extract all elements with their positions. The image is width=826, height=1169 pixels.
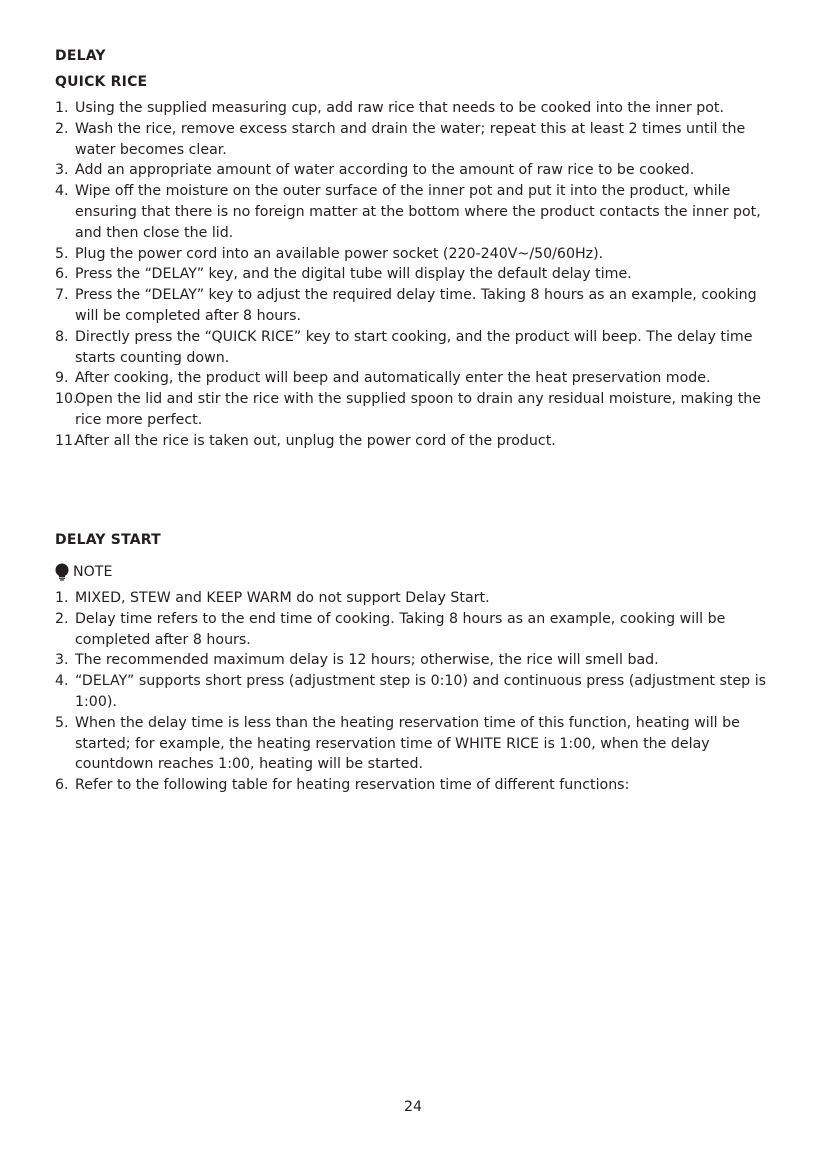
step-number: 3. xyxy=(55,162,69,179)
step-number: 6. xyxy=(55,266,69,283)
note-number: 1. xyxy=(55,590,69,606)
step-text: Plug the power cord into an available power socket (220-240V~/50/60Hz). xyxy=(75,245,604,262)
list-item xyxy=(55,327,780,369)
note-text: Delay time refers to the end time of cooking. Taking 8 hours as an example, cooking will be completed after 8 hours. xyxy=(75,610,726,648)
section-heading-delay: DELAY xyxy=(55,48,106,64)
note-number: 4. xyxy=(55,673,69,690)
delay-start-notes-list xyxy=(55,588,780,796)
list-item xyxy=(55,160,780,181)
quick-rice-steps-list xyxy=(55,98,780,452)
step-number: 11. xyxy=(55,432,78,449)
step-text: Press the “DELAY” key to adjust the required delay time. Taking 8 hours as an example, cooking will be completed after 8 hours. xyxy=(75,287,757,324)
step-number: 4. xyxy=(55,183,69,200)
step-text: Open the lid and stir the rice with the supplied spoon to drain any residual moisture, making the rice more perfect. xyxy=(75,391,761,428)
list-item xyxy=(55,609,780,651)
step-number: 8. xyxy=(55,328,69,345)
list-item xyxy=(55,244,780,265)
list-item xyxy=(55,181,780,243)
list-item xyxy=(55,431,780,452)
note-header xyxy=(54,563,112,581)
note-number: 3. xyxy=(55,652,69,669)
section-heading-delay-start: DELAY START xyxy=(55,532,161,548)
note-number: 5. xyxy=(55,714,69,731)
step-text: Wash the rice, remove excess starch and drain the water; repeat this at least 2 times until the water becomes clear. xyxy=(75,120,746,158)
page-number: 24 xyxy=(403,1099,423,1115)
step-text: After all the rice is taken out, unplug the power cord of the product. xyxy=(75,432,556,449)
note-text: When the delay time is less than the heating reservation time of this function, heating will be started; for example, the heating reservation time of WHITE RICE is 1:00, when the delay countdown reaches 1:00, heating will be started. xyxy=(75,714,740,773)
note-text: Refer to the following table for heating reservation time of different functions: xyxy=(75,777,630,794)
note-number: 6. xyxy=(55,777,69,794)
step-text: After cooking, the product will beep and automatically enter the heat preservation mode. xyxy=(75,370,711,387)
step-text: Add an appropriate amount of water according to the amount of raw rice to be cooked. xyxy=(75,162,695,179)
step-number: 1. xyxy=(55,100,69,116)
note-text: The recommended maximum delay is 12 hours; otherwise, the rice will smell bad. xyxy=(75,652,659,669)
step-number: 9. xyxy=(55,370,69,387)
note-label: NOTE xyxy=(73,564,113,580)
list-item xyxy=(55,650,780,671)
section-subheading-quick-rice: QUICK RICE xyxy=(55,74,148,90)
list-item xyxy=(55,98,780,119)
list-item xyxy=(55,713,780,775)
step-text: Wipe off the moisture on the outer surface of the inner pot and put it into the product, while ensuring that there is no foreign matter at the bottom where the product contacts the inner pot, and then close the lid. xyxy=(75,183,761,241)
list-item xyxy=(55,671,780,713)
list-item xyxy=(55,775,780,796)
lightbulb-icon xyxy=(54,563,70,581)
note-text: “DELAY” supports short press (adjustment step is 0:10) and continuous press (adjustment step is 1:00). xyxy=(75,673,767,710)
list-item xyxy=(55,285,780,327)
list-item xyxy=(55,588,780,609)
list-item xyxy=(55,368,780,389)
step-text: Using the supplied measuring cup, add raw rice that needs to be cooked into the inner pot. xyxy=(75,100,724,116)
list-item xyxy=(55,389,780,431)
step-text: Directly press the “QUICK RICE” key to start cooking, and the product will beep. The delay time starts counting down. xyxy=(75,328,753,366)
step-text: Press the “DELAY” key, and the digital tube will display the default delay time. xyxy=(75,266,632,283)
step-number: 7. xyxy=(55,287,69,304)
step-number: 2. xyxy=(55,120,69,137)
step-number: 5. xyxy=(55,245,69,262)
list-item xyxy=(55,264,780,285)
note-number: 2. xyxy=(55,610,69,627)
step-number: 10. xyxy=(55,391,78,408)
list-item xyxy=(55,119,780,161)
note-text: MIXED, STEW and KEEP WARM do not support Delay Start. xyxy=(75,590,490,606)
